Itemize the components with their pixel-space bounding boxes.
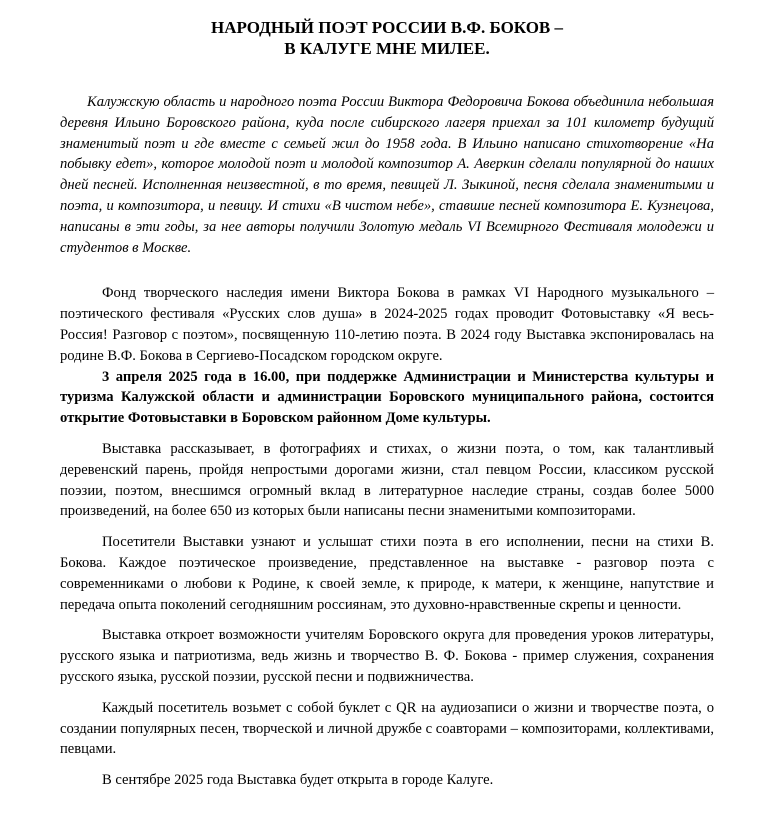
title-line-1: НАРОДНЫЙ ПОЭТ РОССИИ В.Ф. БОКОВ –: [210, 18, 564, 37]
title-line-2: В КАЛУГЕ МНЕ МИЛЕЕ.: [284, 39, 490, 58]
paragraph-visitors: Посетители Выставки узнают и услышат стихи поэта в его исполнении, песни на стихи В. Бокова. Каждое поэтическое произведение, представленное на выставке - разговор поэта с современниками о любови к Родине, к своей земле, к природе, к матери, к женщине, напутствие и передача опыта поколений сегодняшним россиянам, это духовно-нравственные скрепы и ценности.: [60, 534, 714, 613]
intro-paragraph: Калужскую область и народного поэта России Виктора Федоровича Бокова объединила небольшая деревня Ильино Боровского района, куда после сибирского лагеря приехал за 101 километр будущий знаменитый поэт и где вместе с семьей жил до 1958 года. В Ильино написано стихотворение «На побывку едет», которое молодой поэт и молодой композитор А. Аверкин сделали популярной до наших дней песней. Исполненная неизвестной, в то время, певицей Л. Зыкиной, песня сделала знаменитыми и поэта, и композитора, и певицу. И стихи «В чистом небе», ставшие песней композитора Е. Кузнецова, написаны в эти годы, за нее авторы получили Золотую медаль VI Всемирного Фестиваля молодежи и студентов в Москве.: [60, 94, 714, 256]
paragraph-foundation: Фонд творческого наследия имени Виктора Бокова в рамках VI Народного музыкального – поэтического фестиваля «Русских слов душа» в 2024-2025 годах проводит Фотовыставку «Я весь-Россия! Разговор с поэтом», посвященную 110-летию поэта. В 2024 году Выставка экспонировалась на родине В.Ф. Бокова в Сергиево-Посадском городском округе.: [60, 285, 714, 364]
page-title: [60, 17, 714, 59]
paragraph-kaluga: В сентябре 2025 года Выставка будет открыта в городе Калуге.: [102, 772, 494, 789]
paragraph-opening-announcement: 3 апреля 2025 года в 16.00, при поддержке Администрации и Министерства культуры и туризма Калужской области и администрации Боровского муниципального района, состоится открытие Фотовыставки в Боровском районном Доме культуры.: [60, 368, 714, 427]
paragraph-exhibition-story: Выставка рассказывает, в фотографиях и стихах, о жизни поэта, о том, как талантливый деревенский парень, пройдя непростыми дорогами жизни, стал певцом России, классиком русской поэзии, поэтом, внесшимся огромный вклад в литературное наследие страны, создав более 5000 произведений, на более 650 из которых были написаны песни знаменитыми композиторами.: [60, 440, 714, 520]
document-page: [60, 17, 714, 801]
paragraph-booklet: Каждый посетитель возьмет с собой буклет с QR на аудиозаписи о жизни и творчестве поэта, о создании популярных песен, творческой и личной дружбе с соавторами – композиторами, коллективами, певцами.: [60, 699, 714, 758]
paragraph-teachers: Выставка откроет возможности учителям Боровского округа для проведения уроков литературы, русского языка и патриотизма, ведь жизнь и творчество В. Ф. Бокова - пример служения, сохранения русского языка, русской поэзии, русской песни и подвижничества.: [60, 627, 714, 685]
